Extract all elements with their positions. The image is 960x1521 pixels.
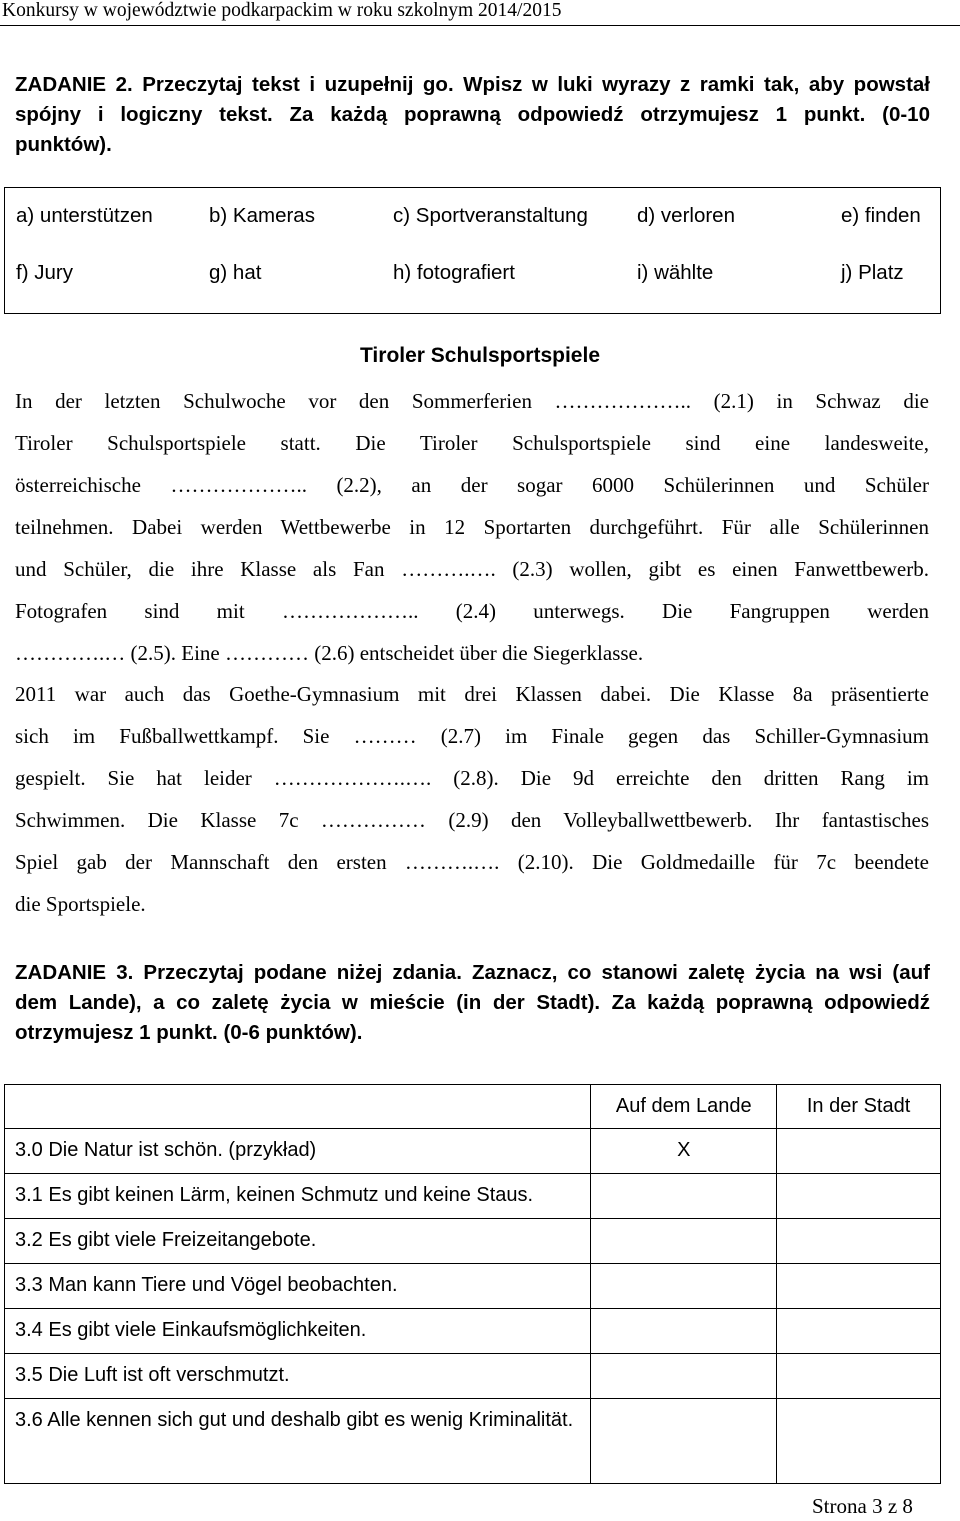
- word-option: j) Platz: [841, 261, 904, 284]
- table-header-cell: [5, 1085, 591, 1129]
- task3-heading-line: ZADANIE 3. Przeczytaj podane niżej zdania. Zaznacz, co stanowi zaletę życia na wsi (auf: [15, 961, 930, 984]
- table-header-cell: In der Stadt: [777, 1085, 941, 1129]
- statement-cell: 3.1 Es gibt keinen Lärm, keinen Schmutz und keine Staus.: [5, 1174, 591, 1219]
- table-header-cell: Auf dem Lande: [591, 1085, 777, 1129]
- story-line: teilnehmen. Dabei werden Wettbewerbe in 12 Sportarten durchgeführt. Für alle Schülerinnen: [15, 515, 929, 539]
- answer-cell-lande[interactable]: [591, 1219, 777, 1264]
- answer-cell-stadt[interactable]: [777, 1219, 941, 1264]
- page-header: [0, 0, 960, 26]
- word-option: c) Sportveranstaltung: [393, 204, 588, 227]
- table-row: [5, 1219, 941, 1264]
- word-option: h) fotografiert: [393, 261, 515, 284]
- word-box-row-1: [5, 204, 940, 234]
- answer-cell-lande[interactable]: [591, 1399, 777, 1484]
- statement-cell: 3.0 Die Natur ist schön. (przykład): [5, 1129, 591, 1174]
- task3-heading: [15, 958, 930, 1048]
- answer-cell-lande[interactable]: X: [591, 1129, 777, 1174]
- task3-table: [4, 1084, 941, 1484]
- task2-heading-line: spójny i logiczny tekst. Za każdą poprawną odpowiedź otrzymujesz 1 punkt. (0-10: [15, 103, 930, 126]
- story-line: Tiroler Schulsportspiele statt. Die Tiroler Schulsportspiele sind eine landesweite,: [15, 431, 929, 455]
- answer-cell-stadt[interactable]: [777, 1354, 941, 1399]
- story-line: österreichische ……………….. (2.2), an der sogar 6000 Schülerinnen und Schüler: [15, 473, 929, 497]
- table-row: [5, 1129, 941, 1174]
- page-number: Strona 3 z 8: [812, 1494, 913, 1518]
- word-box: [4, 187, 941, 314]
- story-line: Schwimmen. Die Klasse 7c …………… (2.9) den Volleyballwettbewerb. Ihr fantastisches: [15, 808, 929, 832]
- story-line: die Sportspiele.: [15, 892, 146, 916]
- statement-cell: 3.5 Die Luft ist oft verschmutzt.: [5, 1354, 591, 1399]
- table-row: [5, 1354, 941, 1399]
- story-line: gespielt. Sie hat leider ……………….…. (2.8). Die 9d erreichte den dritten Rang im: [15, 766, 929, 790]
- word-option: g) hat: [209, 261, 262, 284]
- story-line: ………….… (2.5). Eine ………… (2.6) entscheidet über die Siegerklasse.: [15, 641, 644, 665]
- task2-heading-line: ZADANIE 2. Przeczytaj tekst i uzupełnij go. Wpisz w luki wyrazy z ramki tak, aby powstał: [15, 73, 930, 96]
- answer-cell-lande[interactable]: [591, 1264, 777, 1309]
- story-line: Spiel gab der Mannschaft den ersten ……….…. (2.10). Die Goldmedaille für 7c beendete: [15, 850, 929, 874]
- table-row: [5, 1399, 941, 1484]
- answer-cell-stadt[interactable]: [777, 1174, 941, 1219]
- table-row: [5, 1174, 941, 1219]
- answer-cell-stadt[interactable]: [777, 1399, 941, 1484]
- word-box-row-2: [5, 261, 940, 291]
- table-row: [5, 1264, 941, 1309]
- answer-cell-lande[interactable]: [591, 1174, 777, 1219]
- statement-cell: 3.4 Es gibt viele Einkaufsmöglichkeiten.: [5, 1309, 591, 1354]
- table-header-row: [5, 1085, 941, 1129]
- task3-heading-line: otrzymujesz 1 punkt. (0-6 punktów).: [15, 1021, 363, 1044]
- story-line: sich im Fußballwettkampf. Sie ……… (2.7) im Finale gegen das Schiller-Gymnasium: [15, 724, 929, 748]
- word-option: b) Kameras: [209, 204, 315, 227]
- word-option: i) wählte: [637, 261, 714, 284]
- story-title: Tiroler Schulsportspiele: [359, 344, 600, 367]
- word-option: f) Jury: [16, 261, 73, 284]
- answer-cell-stadt[interactable]: [777, 1264, 941, 1309]
- word-option: e) finden: [841, 204, 921, 227]
- story-line: Fotografen sind mit ……………….. (2.4) unterwegs. Die Fangruppen werden: [15, 599, 929, 623]
- word-option: d) verloren: [637, 204, 735, 227]
- story-line: und Schüler, die ihre Klasse als Fan ……….…. (2.3) wollen, gibt es einen Fanwettbewerb.: [15, 557, 929, 581]
- story-line: In der letzten Schulwoche vor den Sommerferien ……………….. (2.1) in Schwaz die: [15, 389, 929, 413]
- task2-heading-line: punktów).: [15, 133, 112, 156]
- table-row: [5, 1309, 941, 1354]
- task2-heading: [15, 70, 930, 160]
- task3-heading-line: dem Lande), a co zaletę życia w mieście (in der Stadt). Za każdą poprawną odpowiedź: [15, 991, 930, 1014]
- answer-cell-stadt[interactable]: [777, 1129, 941, 1174]
- statement-cell: 3.2 Es gibt viele Freizeitangebote.: [5, 1219, 591, 1264]
- statement-cell: 3.3 Man kann Tiere und Vögel beobachten.: [5, 1264, 591, 1309]
- answer-cell-stadt[interactable]: [777, 1309, 941, 1354]
- statement-cell: 3.6 Alle kennen sich gut und deshalb gibt es wenig Kriminalität.: [5, 1399, 591, 1484]
- answer-cell-lande[interactable]: [591, 1354, 777, 1399]
- word-option: a) unterstützen: [16, 204, 153, 227]
- story-line: 2011 war auch das Goethe-Gymnasium mit drei Klassen dabei. Die Klasse 8a präsentierte: [15, 682, 929, 706]
- header-text: Konkursy w województwie podkarpackim w roku szkolnym 2014/2015: [2, 0, 562, 21]
- answer-cell-lande[interactable]: [591, 1309, 777, 1354]
